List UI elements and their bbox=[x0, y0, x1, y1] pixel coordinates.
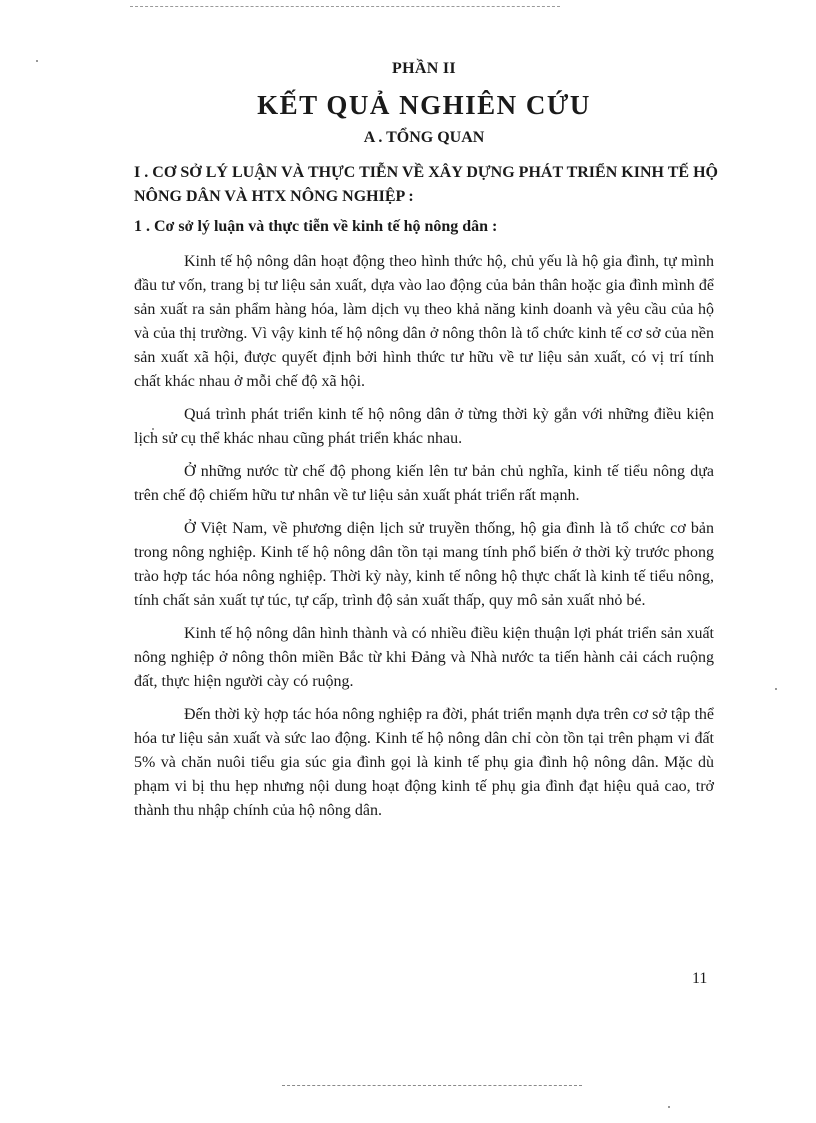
paragraph: Ở Việt Nam, về phương diện lịch sử truyền thống, hộ gia đình là tổ chức cơ bản trong nông nghiệp. Kinh tế hộ nông dân tồn tại mang tính phổ biến ở thời kỳ trước phong trào hợp tác hóa nông nghiệp. Thời kỳ này, kinh tế nông hộ thực chất là kinh tế tiểu nông, tính chất sản xuất tự túc, tự cấp, trình độ sản xuất thấp, quy mô sản xuất nhỏ bé. bbox=[134, 520, 714, 609]
subsection-title: A . TỔNG QUAN bbox=[363, 129, 485, 146]
scan-speck bbox=[668, 1106, 670, 1108]
paragraph: Đến thời kỳ hợp tác hóa nông nghiệp ra đời, phát triển mạnh dựa trên cơ sở tập thể hóa tư liệu sản xuất và sức lao động. Kinh tế hộ nông dân chỉ còn tồn tại trên phạm vi đất 5% và chăn nuôi tiểu gia súc gia đình gọi là kinh tế phụ gia đình hộ nông dân. Mặc dù phạm vi bị thu hẹp nhưng nội dung hoạt động kinh tế phụ gia đình đạt hiệu quả cao, trở thành thu nhập chính của hộ nông dân. bbox=[134, 706, 714, 819]
paragraph: Ở những nước từ chế độ phong kiến lên tư bản chủ nghĩa, kinh tế tiểu nông dựa trên chế độ chiếm hữu tư nhân về tư liệu sản xuất phát triển rất mạnh. bbox=[134, 463, 714, 504]
part-label: PHẦN II bbox=[392, 60, 456, 77]
section-heading: I . CƠ SỞ LÝ LUẬN VÀ THỰC TIỄN VỀ XÂY DỰNG PHÁT TRIỂN KINH TẾ HỘ NÔNG DÂN VÀ HTX NÔNG NGHIỆP : bbox=[134, 164, 718, 205]
body-text bbox=[134, 250, 714, 832]
page-number: 11 bbox=[692, 970, 708, 987]
main-title: KẾT QUẢ NGHIÊN CỨU bbox=[257, 90, 591, 120]
paragraph: Quá trình phát triển kinh tế hộ nông dân ở từng thời kỳ gắn với những điều kiện lịch sử cụ thể khác nhau cũng phát triển khác nhau. bbox=[134, 406, 714, 447]
paragraph: Kinh tế hộ nông dân hình thành và có nhiều điều kiện thuận lợi phát triển sản xuất nông nghiệp ở nông thôn miền Bắc từ khi Đảng và Nhà nước ta tiến hành cải cách ruộng đất, thực hiện người cày có ruộng. bbox=[134, 625, 714, 690]
subsection-heading: 1 . Cơ sở lý luận và thực tiễn về kinh tế hộ nông dân : bbox=[134, 218, 498, 235]
scan-artifact-top bbox=[130, 6, 560, 7]
paragraph: Kinh tế hộ nông dân hoạt động theo hình thức hộ, chủ yếu là hộ gia đình, tự mình đầu tư vốn, trang bị tư liệu sản xuất, dựa vào lao động của bản thân hoặc gia đình mình để sản xuất ra sản phẩm hàng hóa, làm dịch vụ theo khả năng kinh doanh và yêu cầu của hộ và của thị trường. Vì vậy kinh tế hộ nông dân ở nông thôn là tổ chức kinh tế cơ sở của nền sản xuất xã hội, được quyết định bởi hình thức tư hữu về tư liệu sản xuất, có vị trí tính chất khác nhau ở mỗi chế độ xã hội. bbox=[134, 253, 714, 390]
scan-speck bbox=[775, 688, 777, 690]
scan-artifact-bottom bbox=[282, 1085, 582, 1086]
